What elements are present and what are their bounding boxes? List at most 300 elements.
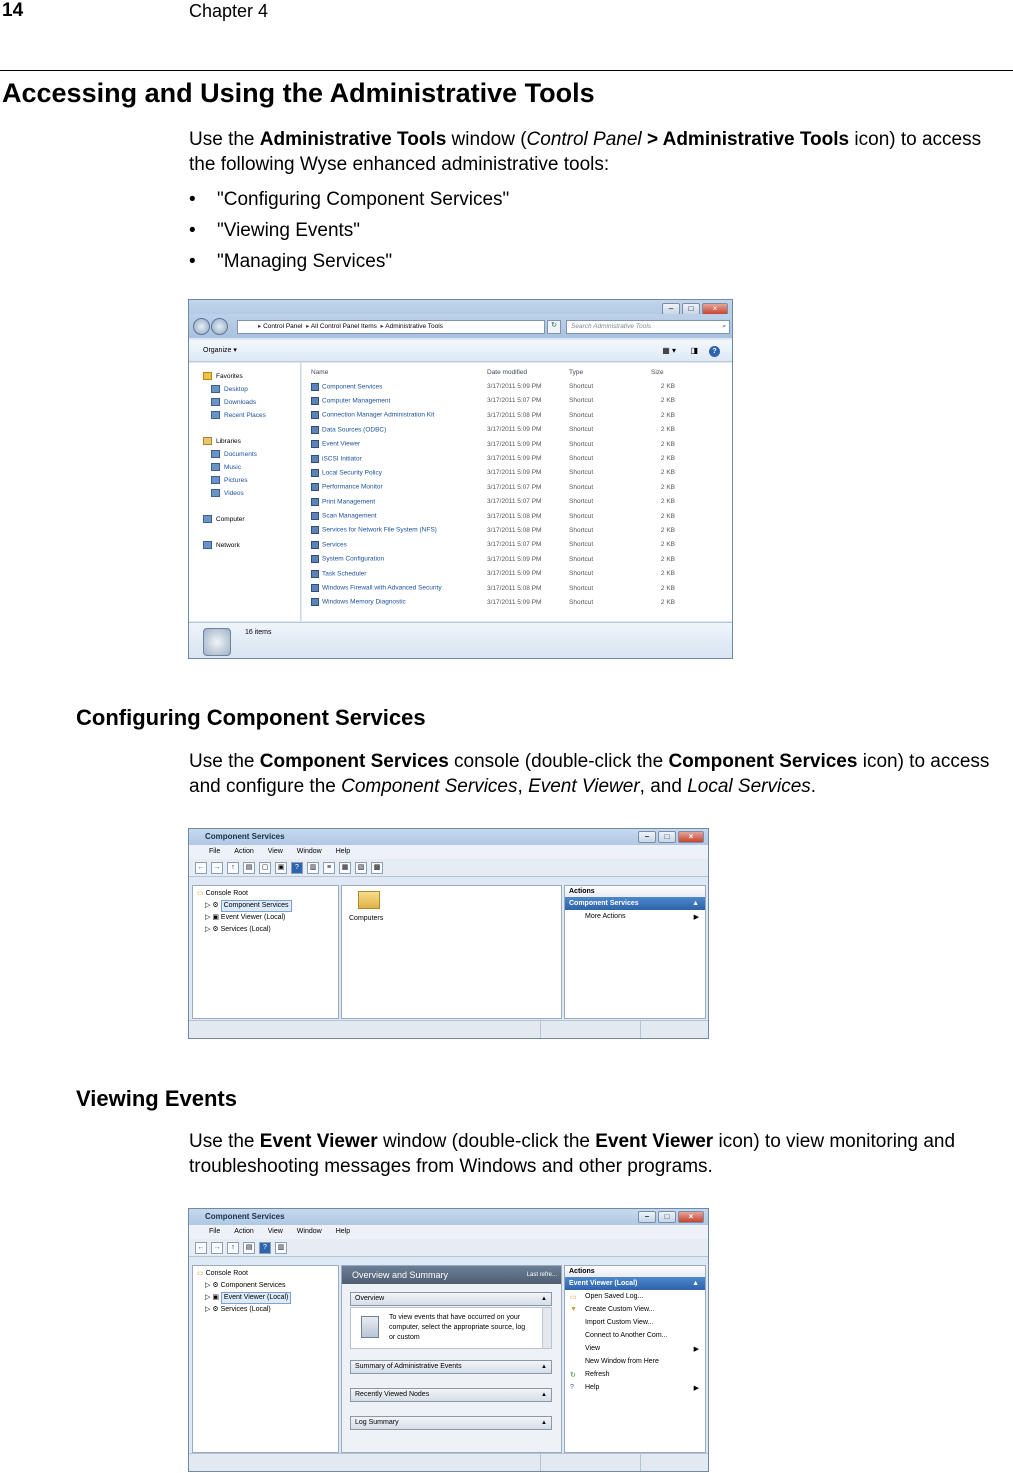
details-icon[interactable]: ▩ xyxy=(371,862,383,874)
file-name: Task Scheduler xyxy=(322,570,367,578)
nav-label: Recent Places xyxy=(224,412,266,419)
desktop-icon xyxy=(211,385,220,393)
file-row[interactable] xyxy=(311,379,701,393)
bullet-char: • xyxy=(189,220,196,241)
text-run-bold: > Administrative Tools xyxy=(646,129,850,150)
date-modified-cell: 3/17/2011 5:09 PM xyxy=(487,440,542,448)
file-name: Services xyxy=(322,541,347,549)
action-view[interactable] xyxy=(565,1342,705,1355)
nav-label: Videos xyxy=(224,490,244,497)
file-name-cell xyxy=(311,495,487,509)
libraries-icon xyxy=(203,437,212,445)
file-list-pane xyxy=(302,363,732,621)
file-row[interactable] xyxy=(311,495,701,509)
text-run: console (double-click the xyxy=(448,751,669,772)
maximize-icon[interactable]: □ xyxy=(658,1211,676,1223)
file-name-cell xyxy=(311,379,487,393)
maximize-icon[interactable]: □ xyxy=(658,831,676,843)
shortcut-icon xyxy=(311,483,319,491)
refresh-icon: ↻ xyxy=(570,1372,576,1379)
status-bar xyxy=(189,1020,708,1038)
nav-label: Music xyxy=(224,464,241,471)
nav-label: Favorites xyxy=(216,373,243,380)
forward-icon[interactable] xyxy=(211,318,228,335)
section-recently-viewed[interactable] xyxy=(350,1388,552,1402)
text-run-bold: Component Services xyxy=(259,751,449,772)
file-row[interactable] xyxy=(311,581,701,595)
file-name: Services for Network File System (NFS) xyxy=(322,527,437,535)
preview-pane-icon[interactable]: ◨ xyxy=(690,346,698,355)
column-header-date[interactable]: Date modified xyxy=(487,368,528,376)
nav-label: Desktop xyxy=(224,386,248,393)
size-cell: 2 KB xyxy=(660,483,675,491)
nav-item-libraries[interactable] xyxy=(203,435,300,448)
text-run: , and xyxy=(639,776,688,797)
action-label: View xyxy=(585,1345,601,1352)
toolbar xyxy=(189,1239,708,1257)
overview-content xyxy=(350,1307,552,1349)
status-divider xyxy=(640,1454,641,1472)
details-pane xyxy=(189,622,732,659)
expand-icon[interactable]: ▷ xyxy=(205,914,211,921)
action-label: Help xyxy=(585,1384,600,1391)
status-divider xyxy=(540,1021,541,1039)
expand-icon[interactable]: ▷ xyxy=(205,902,211,909)
nav-label: Network xyxy=(216,542,240,549)
file-name: Windows Memory Diagnostic xyxy=(322,599,406,607)
folder-icon: ▭ xyxy=(197,1270,204,1277)
bullet-item xyxy=(189,246,509,277)
nav-item-downloads[interactable] xyxy=(203,396,300,409)
nav-label: Computer xyxy=(216,516,245,523)
file-name: System Configuration xyxy=(322,555,385,563)
shortcut-icon xyxy=(311,570,319,578)
help-icon: ? xyxy=(570,1384,574,1391)
action-label: Create Custom View... xyxy=(585,1306,655,1313)
forward-icon[interactable]: → xyxy=(211,1242,223,1254)
show-tree-icon[interactable]: ▤ xyxy=(243,862,255,874)
nav-item-computer[interactable] xyxy=(203,513,300,526)
date-modified-cell: 3/17/2011 5:09 PM xyxy=(487,598,542,606)
collapse-icon[interactable]: ▲ xyxy=(541,1364,547,1370)
tree-item-event-viewer[interactable] xyxy=(197,1292,338,1304)
up-folder-icon[interactable]: ↑ xyxy=(227,862,239,874)
size-cell: 2 KB xyxy=(660,440,675,448)
maximize-icon[interactable]: □ xyxy=(682,303,700,315)
back-icon[interactable]: ← xyxy=(195,862,207,874)
shortcut-icon xyxy=(311,512,319,520)
tree-label: Services (Local) xyxy=(220,1306,271,1313)
shortcut-icon xyxy=(311,526,319,534)
close-icon[interactable]: × xyxy=(678,1211,704,1223)
action-new-window[interactable] xyxy=(565,1355,705,1368)
small-icons-icon[interactable]: ▧ xyxy=(355,862,367,874)
file-name: Performance Monitor xyxy=(322,484,383,492)
submenu-arrow-icon: ▶ xyxy=(693,1385,699,1392)
size-cell: 2 KB xyxy=(660,411,675,419)
file-name-cell xyxy=(311,408,487,422)
size-cell: 2 KB xyxy=(660,469,675,477)
file-row[interactable] xyxy=(311,566,701,580)
open-folder-icon: ▭ xyxy=(570,1294,577,1301)
action-label: More Actions xyxy=(585,913,626,920)
bullet-text: "Managing Services" xyxy=(217,251,393,272)
collapse-icon[interactable]: ▲ xyxy=(541,1296,547,1302)
views-icon[interactable]: ▦ ▾ xyxy=(662,346,676,355)
file-name-cell xyxy=(311,581,487,595)
text-run-bold: Event Viewer xyxy=(595,1131,714,1152)
file-name-cell xyxy=(311,595,487,609)
breadcrumb-item[interactable]: All Control Panel Items xyxy=(310,323,377,330)
date-modified-cell: 3/17/2011 5:08 PM xyxy=(487,584,542,592)
minimize-icon[interactable]: – xyxy=(638,1211,656,1223)
shortcut-icon xyxy=(311,455,319,463)
copy-icon[interactable]: ▢ xyxy=(259,862,271,874)
type-cell: Shortcut xyxy=(569,541,594,549)
close-icon[interactable]: × xyxy=(678,831,704,843)
last-refresh-label: Last refre... xyxy=(526,1272,557,1278)
search-placeholder: Search Administrative Tools xyxy=(571,323,652,330)
music-icon xyxy=(211,463,220,471)
folder-icon: ▭ xyxy=(197,890,204,897)
expand-icon[interactable]: ▷ xyxy=(205,1294,211,1301)
header-rule xyxy=(0,70,1013,71)
file-row[interactable] xyxy=(311,538,701,552)
menu-file[interactable]: File xyxy=(209,848,221,855)
viewing-events-paragraph xyxy=(189,1129,1004,1179)
computer-icon xyxy=(203,515,212,523)
action-import-custom-view[interactable] xyxy=(565,1316,705,1329)
column-header-type[interactable]: Type xyxy=(569,368,584,376)
bullet-item xyxy=(189,184,509,215)
date-modified-cell: 3/17/2011 5:09 PM xyxy=(487,555,542,563)
back-icon[interactable]: ← xyxy=(195,1242,207,1254)
section-log-summary[interactable] xyxy=(350,1416,552,1430)
file-name: Print Management xyxy=(322,498,376,506)
large-icons-icon[interactable]: ▦ xyxy=(339,862,351,874)
shortcut-icon xyxy=(311,397,319,405)
size-cell: 2 KB xyxy=(660,455,675,463)
shortcut-icon xyxy=(311,440,319,448)
event-viewer-icon: ▣ xyxy=(212,1294,219,1301)
text-run: Use the xyxy=(189,751,260,772)
status-divider xyxy=(540,1454,541,1472)
type-cell: Shortcut xyxy=(569,498,594,506)
section-label: Recently Viewed Nodes xyxy=(355,1391,430,1398)
type-cell: Shortcut xyxy=(569,383,594,391)
text-run: Use the xyxy=(189,1131,260,1152)
file-name-cell xyxy=(311,509,487,523)
date-modified-cell: 3/17/2011 5:08 PM xyxy=(487,526,542,534)
component-services-icon: ⚙ xyxy=(212,902,219,909)
actions-selected-node[interactable] xyxy=(565,897,705,910)
expand-icon[interactable]: ▷ xyxy=(205,1306,211,1313)
actions-selected-label: Component Services xyxy=(569,900,639,907)
computers-label[interactable]: Computers xyxy=(349,915,384,922)
expand-icon[interactable]: ▷ xyxy=(205,926,211,933)
file-name-cell xyxy=(311,466,487,480)
section-summary-admin-events[interactable] xyxy=(350,1360,552,1374)
file-row[interactable] xyxy=(311,423,701,437)
file-row[interactable] xyxy=(311,552,701,566)
date-modified-cell: 3/17/2011 5:07 PM xyxy=(487,541,542,549)
text-run-bold: Administrative Tools xyxy=(259,129,447,150)
action-label: Open Saved Log... xyxy=(585,1293,644,1300)
status-divider xyxy=(640,1021,641,1039)
menu-view[interactable]: View xyxy=(267,848,283,855)
help-icon[interactable]: ? xyxy=(259,1242,271,1254)
actions-header: Actions xyxy=(565,1266,705,1277)
tree-label: Event Viewer (Local) xyxy=(221,1292,291,1304)
refresh-icon[interactable]: ↻ xyxy=(547,320,561,334)
menu-help[interactable]: Help xyxy=(335,848,351,855)
action-help[interactable] xyxy=(565,1381,705,1394)
size-cell: 2 KB xyxy=(660,512,675,520)
file-row[interactable] xyxy=(311,523,701,537)
tree-label: Component Services xyxy=(221,900,292,912)
minimize-icon[interactable]: – xyxy=(638,831,656,843)
menu-window[interactable]: Window xyxy=(296,1228,322,1235)
services-icon: ⚙ xyxy=(212,926,219,933)
downloads-icon xyxy=(211,398,220,406)
size-cell: 2 KB xyxy=(660,383,675,391)
file-name: Computer Management xyxy=(322,397,391,405)
menu-window[interactable]: Window xyxy=(296,848,322,855)
export-icon[interactable]: ▣ xyxy=(275,862,287,874)
recent-places-icon xyxy=(211,411,220,419)
type-cell: Shortcut xyxy=(569,469,594,477)
tree-item-event-viewer[interactable] xyxy=(197,912,338,924)
nav-item-desktop[interactable] xyxy=(203,383,300,396)
type-cell: Shortcut xyxy=(569,426,594,434)
type-cell: Shortcut xyxy=(569,483,594,491)
date-modified-cell: 3/17/2011 5:07 PM xyxy=(487,397,542,405)
scrollbar[interactable] xyxy=(542,1308,551,1348)
nav-item-pictures[interactable] xyxy=(203,474,300,487)
file-table-body xyxy=(311,379,701,609)
bullet-item xyxy=(189,215,509,246)
text-run: icon) to access and configure the xyxy=(189,751,990,797)
breadcrumb-item[interactable]: Control Panel xyxy=(263,323,303,330)
menu-action[interactable]: Action xyxy=(234,1228,254,1235)
shortcut-icon xyxy=(311,426,319,434)
shortcut-icon xyxy=(311,541,319,549)
admin-tools-icon xyxy=(203,628,231,656)
actions-selected-node[interactable] xyxy=(565,1277,705,1290)
size-cell: 2 KB xyxy=(660,426,675,434)
computers-folder-icon[interactable] xyxy=(358,891,380,909)
text-run: window ( xyxy=(446,129,527,150)
section-heading-admin-tools: Accessing and Using the Administrative Tools xyxy=(2,78,595,108)
size-cell: 2 KB xyxy=(660,584,675,592)
forward-icon[interactable]: → xyxy=(211,862,223,874)
help-icon[interactable]: ? xyxy=(709,346,720,357)
type-cell: Shortcut xyxy=(569,397,594,405)
menu-action[interactable]: Action xyxy=(234,848,254,855)
address-breadcrumb[interactable]: ▸ Control Panel ▸ All Control Panel Items ▸ Administrative Tools xyxy=(237,320,545,334)
window-titlebar xyxy=(189,1209,708,1225)
date-modified-cell: 3/17/2011 5:08 PM xyxy=(487,411,542,419)
status-bar xyxy=(189,1453,708,1471)
text-run: . xyxy=(810,776,817,797)
documents-icon xyxy=(211,450,220,458)
type-cell: Shortcut xyxy=(569,526,594,534)
action-label: Import Custom View... xyxy=(585,1319,654,1326)
submenu-arrow-icon: ▶ xyxy=(693,1346,699,1353)
tree-item-services[interactable] xyxy=(197,1304,338,1316)
organize-button[interactable]: Organize ▾ xyxy=(203,347,237,354)
text-run: Use the xyxy=(189,129,260,150)
action-refresh[interactable] xyxy=(565,1368,705,1381)
overview-text: To view events that have occurred on your computer, select the appropriate source, log or custom xyxy=(389,1314,526,1341)
menu-bar xyxy=(189,1225,708,1239)
action-label: New Window from Here xyxy=(585,1358,659,1365)
type-cell: Shortcut xyxy=(569,440,594,448)
bullet-text: "Configuring Component Services" xyxy=(217,189,510,210)
event-viewer-window xyxy=(188,1208,709,1472)
file-row[interactable] xyxy=(311,480,701,494)
action-connect-another-computer[interactable] xyxy=(565,1329,705,1342)
size-cell: 2 KB xyxy=(660,541,675,549)
size-cell: 2 KB xyxy=(660,598,675,606)
tool-bullet-list xyxy=(189,184,509,277)
nav-label: Documents xyxy=(224,451,257,458)
component-services-icon: ⚙ xyxy=(212,1282,219,1289)
actions-header: Actions xyxy=(565,886,705,897)
file-row[interactable] xyxy=(311,394,701,408)
type-cell: Shortcut xyxy=(569,584,594,592)
file-name: Local Security Policy xyxy=(322,469,382,477)
nav-label: Pictures xyxy=(224,477,248,484)
help-icon[interactable]: ? xyxy=(291,862,303,874)
date-modified-cell: 3/17/2011 5:09 PM xyxy=(487,570,542,578)
file-row[interactable] xyxy=(311,451,701,465)
collapse-icon[interactable]: ▲ xyxy=(692,1280,699,1287)
show-tree-icon[interactable]: ▤ xyxy=(243,1242,255,1254)
file-name: Windows Firewall with Advanced Security xyxy=(322,584,442,592)
nav-item-recent-places[interactable] xyxy=(203,409,300,422)
expand-icon[interactable]: ▷ xyxy=(205,1282,211,1289)
command-bar xyxy=(189,340,732,362)
shortcut-icon xyxy=(311,598,319,606)
item-count: 16 items xyxy=(245,629,272,636)
file-row[interactable] xyxy=(311,437,701,451)
file-name-cell xyxy=(311,394,487,408)
menu-view[interactable]: View xyxy=(267,1228,283,1235)
menu-file[interactable]: File xyxy=(209,1228,221,1235)
file-name-cell xyxy=(311,566,487,580)
file-name: Scan Management xyxy=(322,512,377,520)
tree-item-component-services[interactable] xyxy=(197,1280,338,1292)
tree-item-console-root[interactable] xyxy=(197,888,338,900)
list-icon[interactable]: ≡ xyxy=(323,862,335,874)
size-cell: 2 KB xyxy=(660,498,675,506)
file-name: Connection Manager Administration Kit xyxy=(322,412,435,420)
type-cell: Shortcut xyxy=(569,598,594,606)
shortcut-icon xyxy=(311,555,319,563)
section-overview[interactable] xyxy=(350,1292,552,1306)
text-run-italic: Control Panel xyxy=(526,129,642,150)
nav-item-network[interactable] xyxy=(203,539,300,552)
center-pane xyxy=(341,1265,562,1453)
section-heading-component-services: Configuring Component Services xyxy=(76,705,426,730)
bullet-text: "Viewing Events" xyxy=(217,220,361,241)
minimize-icon[interactable]: – xyxy=(662,303,680,315)
tree-item-console-root[interactable] xyxy=(197,1268,338,1280)
tree-item-component-services[interactable] xyxy=(197,900,338,912)
text-run-italic: Component Services xyxy=(341,776,518,797)
section-label: Log Summary xyxy=(355,1419,399,1426)
text-run-bold: Event Viewer xyxy=(259,1131,378,1152)
file-row[interactable] xyxy=(311,408,701,422)
tree-label: Services (Local) xyxy=(220,926,271,933)
file-name: Event Viewer xyxy=(322,440,361,448)
action-open-saved-log[interactable] xyxy=(565,1290,705,1303)
menu-help[interactable]: Help xyxy=(335,1228,351,1235)
properties-icon[interactable]: ▥ xyxy=(275,1242,287,1254)
date-modified-cell: 3/17/2011 5:07 PM xyxy=(487,483,542,491)
section-label: Summary of Administrative Events xyxy=(355,1363,462,1370)
breadcrumb-item[interactable]: Administrative Tools xyxy=(385,323,443,330)
navigation-pane xyxy=(189,363,301,621)
column-header-size[interactable]: Size xyxy=(651,368,664,376)
column-header-name[interactable]: Name xyxy=(311,368,329,376)
text-run-italic: Event Viewer xyxy=(528,776,640,797)
type-cell: Shortcut xyxy=(569,570,594,578)
network-icon xyxy=(203,541,212,549)
action-more-actions[interactable] xyxy=(565,910,705,923)
type-cell: Shortcut xyxy=(569,411,594,419)
file-name-cell xyxy=(311,437,487,451)
properties-icon[interactable]: ▥ xyxy=(307,862,319,874)
collapse-icon[interactable]: ▲ xyxy=(692,900,699,907)
actions-pane xyxy=(564,885,706,1019)
type-cell: Shortcut xyxy=(569,555,594,563)
search-input[interactable] xyxy=(566,320,730,334)
action-create-custom-view[interactable] xyxy=(565,1303,705,1316)
collapse-icon[interactable]: ▲ xyxy=(541,1392,547,1398)
up-folder-icon[interactable]: ↑ xyxy=(227,1242,239,1254)
console-tree xyxy=(192,1265,339,1453)
file-table-header xyxy=(311,365,701,379)
size-cell: 2 KB xyxy=(660,570,675,578)
text-run-italic: Local Services xyxy=(687,776,811,797)
tree-item-services[interactable] xyxy=(197,924,338,936)
file-row[interactable] xyxy=(311,466,701,480)
collapse-icon[interactable]: ▲ xyxy=(541,1420,547,1426)
date-modified-cell: 3/17/2011 5:07 PM xyxy=(487,498,542,506)
file-row[interactable] xyxy=(311,509,701,523)
back-icon[interactable] xyxy=(193,318,210,335)
services-icon: ⚙ xyxy=(212,1306,219,1313)
event-viewer-icon: ▣ xyxy=(212,914,219,921)
file-name-cell xyxy=(311,480,487,494)
component-services-window xyxy=(188,828,709,1039)
nav-label: Libraries xyxy=(216,438,241,445)
window-titlebar xyxy=(189,829,708,845)
nav-item-videos[interactable] xyxy=(203,487,300,500)
file-row[interactable] xyxy=(311,595,701,609)
nav-spacer xyxy=(203,526,300,539)
nav-item-music[interactable] xyxy=(203,461,300,474)
nav-item-documents[interactable] xyxy=(203,448,300,461)
nav-item-favorites[interactable] xyxy=(203,370,300,383)
search-icon: ⌕ xyxy=(722,323,726,330)
admin-tools-window xyxy=(188,299,733,659)
nav-spacer xyxy=(203,500,300,513)
text-run: window (double-click the xyxy=(377,1131,596,1152)
close-icon[interactable]: × xyxy=(702,303,728,315)
